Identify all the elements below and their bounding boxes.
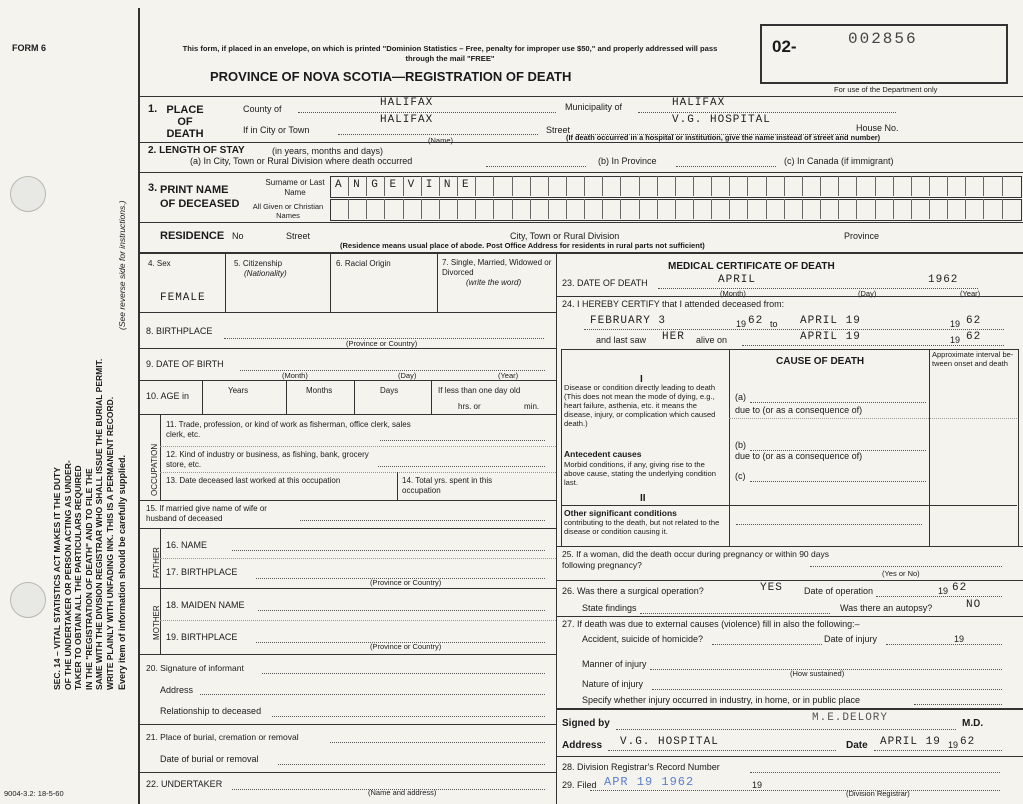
burial-date-label: Date of burial or removal: [160, 754, 259, 764]
attended-from: FEBRUARY 3: [590, 315, 667, 327]
father-birth-caption: (Province or Country): [370, 578, 442, 587]
registrar-caption: (Division Registrar): [846, 789, 910, 798]
mother-birth-label: 19. BIRTHPLACE: [166, 632, 238, 642]
relationship-label: Relationship to deceased: [160, 706, 262, 716]
street-label: Street: [546, 125, 571, 135]
grid-cell-divider: [602, 176, 603, 196]
form-label: FORM 6: [12, 43, 47, 53]
grid-cell-divider: [693, 176, 694, 196]
grid-cell-divider: [820, 199, 821, 219]
grid-cell-divider: [403, 176, 404, 196]
antecedent-sub: Morbid conditions, if any, giving rise to the above cause, stating the underlying condition last.: [564, 460, 716, 487]
autopsy-value: NO: [966, 599, 982, 611]
residence-note: (Residence means usual place of abode. Post Office Address for residents in rural parts not sufficient): [340, 241, 705, 250]
mother-birth-caption: (Province or Country): [370, 642, 442, 651]
grid-cell-divider: [475, 199, 476, 219]
envelope-notice: This form, if placed in an envelope, on which is printed "Dominion Statistics – Free, penalty for improper use $50," and properly addressed will pass through the mail "FREE": [182, 44, 718, 63]
yesno-caption: (Yes or No): [882, 569, 920, 578]
name-label: PRINT NAME OF DECEASED: [160, 184, 240, 210]
death-day-caption: (Day): [858, 289, 877, 298]
grid-cell-divider: [893, 199, 894, 219]
signed-typed-name: M.E.DELORY: [812, 712, 889, 724]
q29-label: 29. Filed: [562, 780, 597, 790]
last-saw-label: and last saw: [596, 335, 647, 345]
death-month: APRIL: [718, 274, 757, 286]
grid-cell-divider: [512, 199, 513, 219]
grid-cell-divider: [566, 199, 567, 219]
filed-19: 19: [752, 780, 763, 790]
op-date-label: Date of operation: [804, 586, 874, 596]
city-value: HALIFAX: [380, 114, 434, 126]
due-to-2: due to (or as a consequence of): [735, 451, 863, 461]
grid-cell-divider: [584, 176, 585, 196]
undertaker-label: 22. UNDERTAKER: [146, 779, 223, 789]
house-label: House No.: [856, 123, 899, 133]
medical-title: MEDICAL CERTIFICATE OF DEATH: [668, 261, 835, 272]
racial-label: 6. Racial Origin: [336, 259, 391, 268]
age-days-label: Days: [380, 386, 399, 395]
grid-cell-divider: [475, 176, 476, 196]
stay-a-label: (a) In City, Town or Rural Division where death occurred: [190, 156, 413, 166]
grid-cell-divider: [348, 176, 349, 196]
residence-province-label: Province: [844, 231, 880, 241]
city-label: If in City or Town: [243, 125, 310, 135]
residence-label: RESIDENCE: [160, 230, 225, 242]
residence-street-label: Street: [286, 231, 311, 241]
grid-cell-divider: [747, 199, 748, 219]
surname-letter: N: [443, 179, 452, 191]
findings-label: State findings: [582, 603, 637, 613]
dob-month-caption: (Month): [282, 371, 308, 380]
roman-1: I: [640, 374, 643, 385]
interval-label: Approximate interval be-tween onset and death: [932, 350, 1014, 368]
marital-sub: (write the word): [466, 278, 522, 287]
grid-cell-divider: [856, 176, 857, 196]
op-year: 62: [952, 582, 968, 594]
grid-cell-divider: [875, 199, 876, 219]
alive-label: alive on: [696, 335, 728, 345]
county-label: County of: [243, 104, 282, 114]
surname-letter: N: [353, 179, 361, 191]
mother-name-label: 18. MAIDEN NAME: [166, 600, 245, 610]
grid-cell-divider: [729, 176, 730, 196]
punch-hole-bottom: [10, 582, 46, 618]
burial-label: 21. Place of burial, cremation or removal: [146, 732, 299, 742]
name-num: 3.: [148, 182, 158, 194]
last-worked-label: 13. Date deceased last worked at this occupation: [166, 476, 341, 485]
grid-cell-divider: [512, 176, 513, 196]
age-min-label: min.: [524, 402, 540, 411]
med-address-label: Address: [562, 740, 603, 751]
grid-cell-divider: [911, 199, 912, 219]
grid-cell-divider: [366, 176, 367, 196]
grid-cell-divider: [639, 176, 640, 196]
grid-cell-divider: [802, 176, 803, 196]
grid-cell-divider: [639, 199, 640, 219]
father-name-label: 16. NAME: [166, 540, 208, 550]
manner-label: Manner of injury: [582, 659, 647, 669]
grid-cell-divider: [439, 176, 440, 196]
side-note: Every item of information should be carefully supplied.: [117, 454, 127, 690]
grid-cell-divider: [348, 199, 349, 219]
grid-cell-divider: [457, 176, 458, 196]
attended-to-year: 62: [966, 315, 982, 327]
grid-cell-divider: [947, 176, 948, 196]
given-grid: [330, 199, 1022, 221]
grid-cell-divider: [530, 176, 531, 196]
other-label: Other significant conditions: [564, 508, 677, 518]
total-years-label: 14. Total yrs. spent in this occupation: [402, 476, 493, 495]
father-birth-label: 17. BIRTHPLACE: [166, 567, 238, 577]
last-saw-value: HER: [662, 331, 685, 343]
grid-cell-divider: [657, 199, 658, 219]
q26-value: YES: [760, 582, 783, 594]
grid-cell-divider: [784, 199, 785, 219]
dept-use-note: For use of the Department only: [834, 85, 938, 94]
med-date-19: 19: [948, 740, 959, 750]
age-less-label: If less than one day old: [438, 386, 521, 395]
grid-cell-divider: [384, 199, 385, 219]
grid-cell-divider: [711, 176, 712, 196]
attended-to: APRIL 19: [800, 315, 861, 327]
grid-cell-divider: [838, 199, 839, 219]
industry-label: 12. Kind of industry or business, as fishing, bank, grocery store, etc.: [166, 450, 369, 469]
md-label: M.D.: [962, 718, 984, 729]
side-note-2: (See reverse side for instructions.): [117, 200, 127, 330]
age-years-label: Years: [228, 386, 249, 395]
punch-hole-top: [10, 176, 46, 212]
grid-cell-divider: [766, 176, 767, 196]
alive-date: APRIL 19: [800, 331, 861, 343]
side-line-1: SEC. 14 – VITAL STATISTICS ACT MAKES IT THE DUTY: [52, 467, 62, 690]
autopsy-label: Was there an autopsy?: [840, 603, 933, 613]
disease-label: Disease or condition directly leading to death (This does not mean the mode of dying, e.g., heart failure, asthenia, etc. it means the disease, injury, or complication which caused death.): [564, 383, 716, 428]
sex-label: 4. Sex: [148, 259, 171, 268]
grid-cell-divider: [675, 199, 676, 219]
grid-cell-divider: [875, 176, 876, 196]
accident-label: Accident, suicide of homicide?: [582, 634, 704, 644]
dob-year-caption: (Year): [498, 371, 519, 380]
age-label: 10. AGE in: [146, 391, 190, 401]
side-line-3: TAKER TO OBTAIN ALL THE PARTICULARS REQUIRED: [73, 465, 83, 690]
county-value: HALIFAX: [380, 97, 434, 109]
stay-b-label: (b) In Province: [598, 156, 657, 166]
grid-cell-divider: [493, 199, 494, 219]
trade-label: 11. Trade, profession, or kind of work as fisherman, office clerk, sales clerk, etc.: [166, 420, 411, 439]
grid-cell-divider: [439, 199, 440, 219]
grid-cell-divider: [802, 199, 803, 219]
due-to-1: due to (or as a consequence of): [735, 405, 863, 415]
citizenship-label: 5. Citizenship: [234, 259, 283, 268]
grid-cell-divider: [657, 176, 658, 196]
other-sub: contributing to the death, but not related to the disease or condition causing it.: [564, 518, 720, 536]
death-month-caption: (Month): [720, 289, 746, 298]
cod-a-label: (a): [735, 392, 746, 402]
stay-c-label: (c) In Canada (if immigrant): [784, 156, 894, 166]
grid-cell-divider: [566, 176, 567, 196]
grid-cell-divider: [856, 199, 857, 219]
cod-title: CAUSE OF DEATH: [776, 356, 865, 367]
grid-cell-divider: [929, 199, 930, 219]
place-note: (If death occurred in a hospital or institution, give the name instead of street and number): [566, 133, 881, 142]
grid-cell-divider: [384, 176, 385, 196]
informant-label: 20. Signature of informant: [146, 663, 244, 673]
grid-cell-divider: [530, 199, 531, 219]
cod-c-label: (c): [735, 471, 746, 481]
grid-cell-divider: [838, 176, 839, 196]
grid-cell-divider: [983, 199, 984, 219]
side-line-5: SAME WITH THE DIVISION REGISTRAR WHO SHALL ISSUE THE BURIAL PERMIT.: [94, 358, 104, 690]
grid-cell-divider: [820, 176, 821, 196]
grid-cell-divider: [693, 199, 694, 219]
side-line-4: IN THE "REGISTRATION OF DEATH" AND TO FILE THE: [83, 468, 94, 690]
from-19: 19: [736, 319, 747, 329]
citizenship-sub: (Nationality): [244, 269, 287, 278]
to-label: to: [770, 319, 778, 329]
grid-cell-divider: [548, 199, 549, 219]
informant-address-label: Address: [160, 685, 194, 695]
to-19: 19: [950, 319, 961, 329]
dob-day-caption: (Day): [398, 371, 417, 380]
page-title: PROVINCE OF NOVA SCOTIA—REGISTRATION OF DEATH: [210, 69, 572, 84]
med-date-label: Date: [846, 740, 868, 751]
grid-cell-divider: [893, 176, 894, 196]
grid-cell-divider: [403, 199, 404, 219]
signed-label: Signed by: [562, 718, 610, 729]
grid-cell-divider: [457, 199, 458, 219]
op-19: 19: [938, 586, 949, 596]
grid-cell-divider: [947, 199, 948, 219]
grid-cell-divider: [729, 199, 730, 219]
residence-division-label: City, Town or Rural Division: [510, 231, 620, 241]
city-caption: (Name): [428, 136, 454, 145]
antecedent-label: Antecedent causes: [564, 449, 642, 459]
sex-value: FEMALE: [160, 292, 206, 304]
birthplace-label: 8. BIRTHPLACE: [146, 326, 213, 336]
side-line-2: OF THE UNDERTAKER OR PERSON ACTING AS UNDER-: [62, 460, 73, 690]
age-months-label: Months: [306, 386, 333, 395]
surname-letter: G: [371, 179, 379, 191]
grid-cell-divider: [584, 199, 585, 219]
grid-cell-divider: [711, 199, 712, 219]
grid-cell-divider: [421, 176, 422, 196]
nature-label: Nature of injury: [582, 679, 644, 689]
grid-cell-divider: [1002, 176, 1003, 196]
death-date-label: 23. DATE OF DEATH: [562, 278, 648, 288]
birthplace-caption: (Province or Country): [346, 339, 418, 348]
grid-cell-divider: [766, 199, 767, 219]
grid-cell-divider: [911, 176, 912, 196]
injury-19: 19: [954, 634, 965, 644]
roman-2: II: [640, 493, 646, 504]
injury-date-label: Date of injury: [824, 634, 878, 644]
place-label: PLACE OF DEATH: [166, 104, 204, 140]
med-date-value: APRIL 19: [880, 736, 941, 748]
occupation-side-label: OCCUPATION: [150, 443, 159, 496]
q26-label: 26. Was there a surgical operation?: [562, 586, 704, 596]
residence-no-label: No: [232, 231, 244, 241]
surname-grid: [330, 176, 1022, 198]
grid-cell-divider: [602, 199, 603, 219]
death-year-caption: (Year): [960, 289, 981, 298]
grid-cell-divider: [421, 199, 422, 219]
grid-cell-divider: [929, 176, 930, 196]
surname-letter: E: [462, 179, 470, 191]
father-side-label: FATHER: [152, 547, 161, 578]
side-line-6: WRITE PLAINLY WITH UNFADING INK. THIS IS A PERMANENT RECORD.: [104, 396, 115, 690]
grid-cell-divider: [983, 176, 984, 196]
municipality-label: Municipality of: [565, 102, 623, 112]
reg-number: 002856: [848, 30, 918, 48]
marital-label: 7. Single, Married, Widowed or Divorced: [442, 258, 552, 277]
grid-cell-divider: [620, 199, 621, 219]
surname-letter: A: [335, 179, 343, 191]
cod-b-label: (b): [735, 440, 746, 450]
given-label: All Given or Christian Names: [252, 202, 324, 220]
footer-code: 9004-3.2: 18-5-60: [4, 789, 64, 798]
filed-stamp: APR 19 1962: [604, 775, 695, 789]
grid-cell-divider: [548, 176, 549, 196]
spouse-label: 15. If married give name of wife or husband of deceased: [146, 504, 267, 523]
municipality-value: HALIFAX: [672, 97, 726, 109]
grid-cell-divider: [493, 176, 494, 196]
street-value: V.G. HOSPITAL: [672, 114, 771, 126]
grid-cell-divider: [1002, 199, 1003, 219]
dob-label: 9. DATE OF BIRTH: [146, 359, 224, 369]
place-num: 1.: [148, 103, 158, 115]
grid-cell-divider: [965, 199, 966, 219]
q27-label: 27. If death was due to external causes (violence) fill in also the following:–: [562, 619, 860, 629]
surname-letter: E: [389, 179, 398, 191]
grid-cell-divider: [784, 176, 785, 196]
med-address-value: V.G. HOSPITAL: [620, 736, 719, 748]
stay-sub: (in years, months and days): [272, 146, 384, 156]
alive-19: 19: [950, 335, 961, 345]
grid-cell-divider: [747, 176, 748, 196]
stay-label: 2. LENGTH OF STAY: [148, 145, 245, 156]
reg-prefix: 02-: [772, 37, 797, 56]
surname-letter: V: [407, 179, 416, 191]
q28-label: 28. Division Registrar's Record Number: [562, 762, 720, 772]
undertaker-caption: (Name and address): [368, 788, 437, 797]
grid-cell-divider: [620, 176, 621, 196]
death-year: 1962: [928, 274, 959, 286]
alive-year: 62: [966, 331, 982, 343]
age-hrs-label: hrs. or: [458, 402, 481, 411]
grid-cell-divider: [675, 176, 676, 196]
attended-from-year: 62: [748, 315, 764, 327]
q25-label: 25. If a woman, did the death occur during pregnancy or within 90 days following pregnancy?: [562, 549, 829, 570]
grid-cell-divider: [366, 199, 367, 219]
grid-cell-divider: [965, 176, 966, 196]
certify-label: 24. I HEREBY CERTIFY that I attended deceased from:: [562, 299, 785, 309]
surname-letter: I: [425, 179, 434, 191]
specify-label: Specify whether injury occurred in industry, in home, or in public place: [582, 695, 860, 705]
mother-side-label: MOTHER: [152, 605, 161, 640]
med-date-year: 62: [960, 736, 976, 748]
how-caption: (How sustained): [790, 669, 845, 678]
surname-label: Surname or Last Name: [265, 178, 325, 197]
